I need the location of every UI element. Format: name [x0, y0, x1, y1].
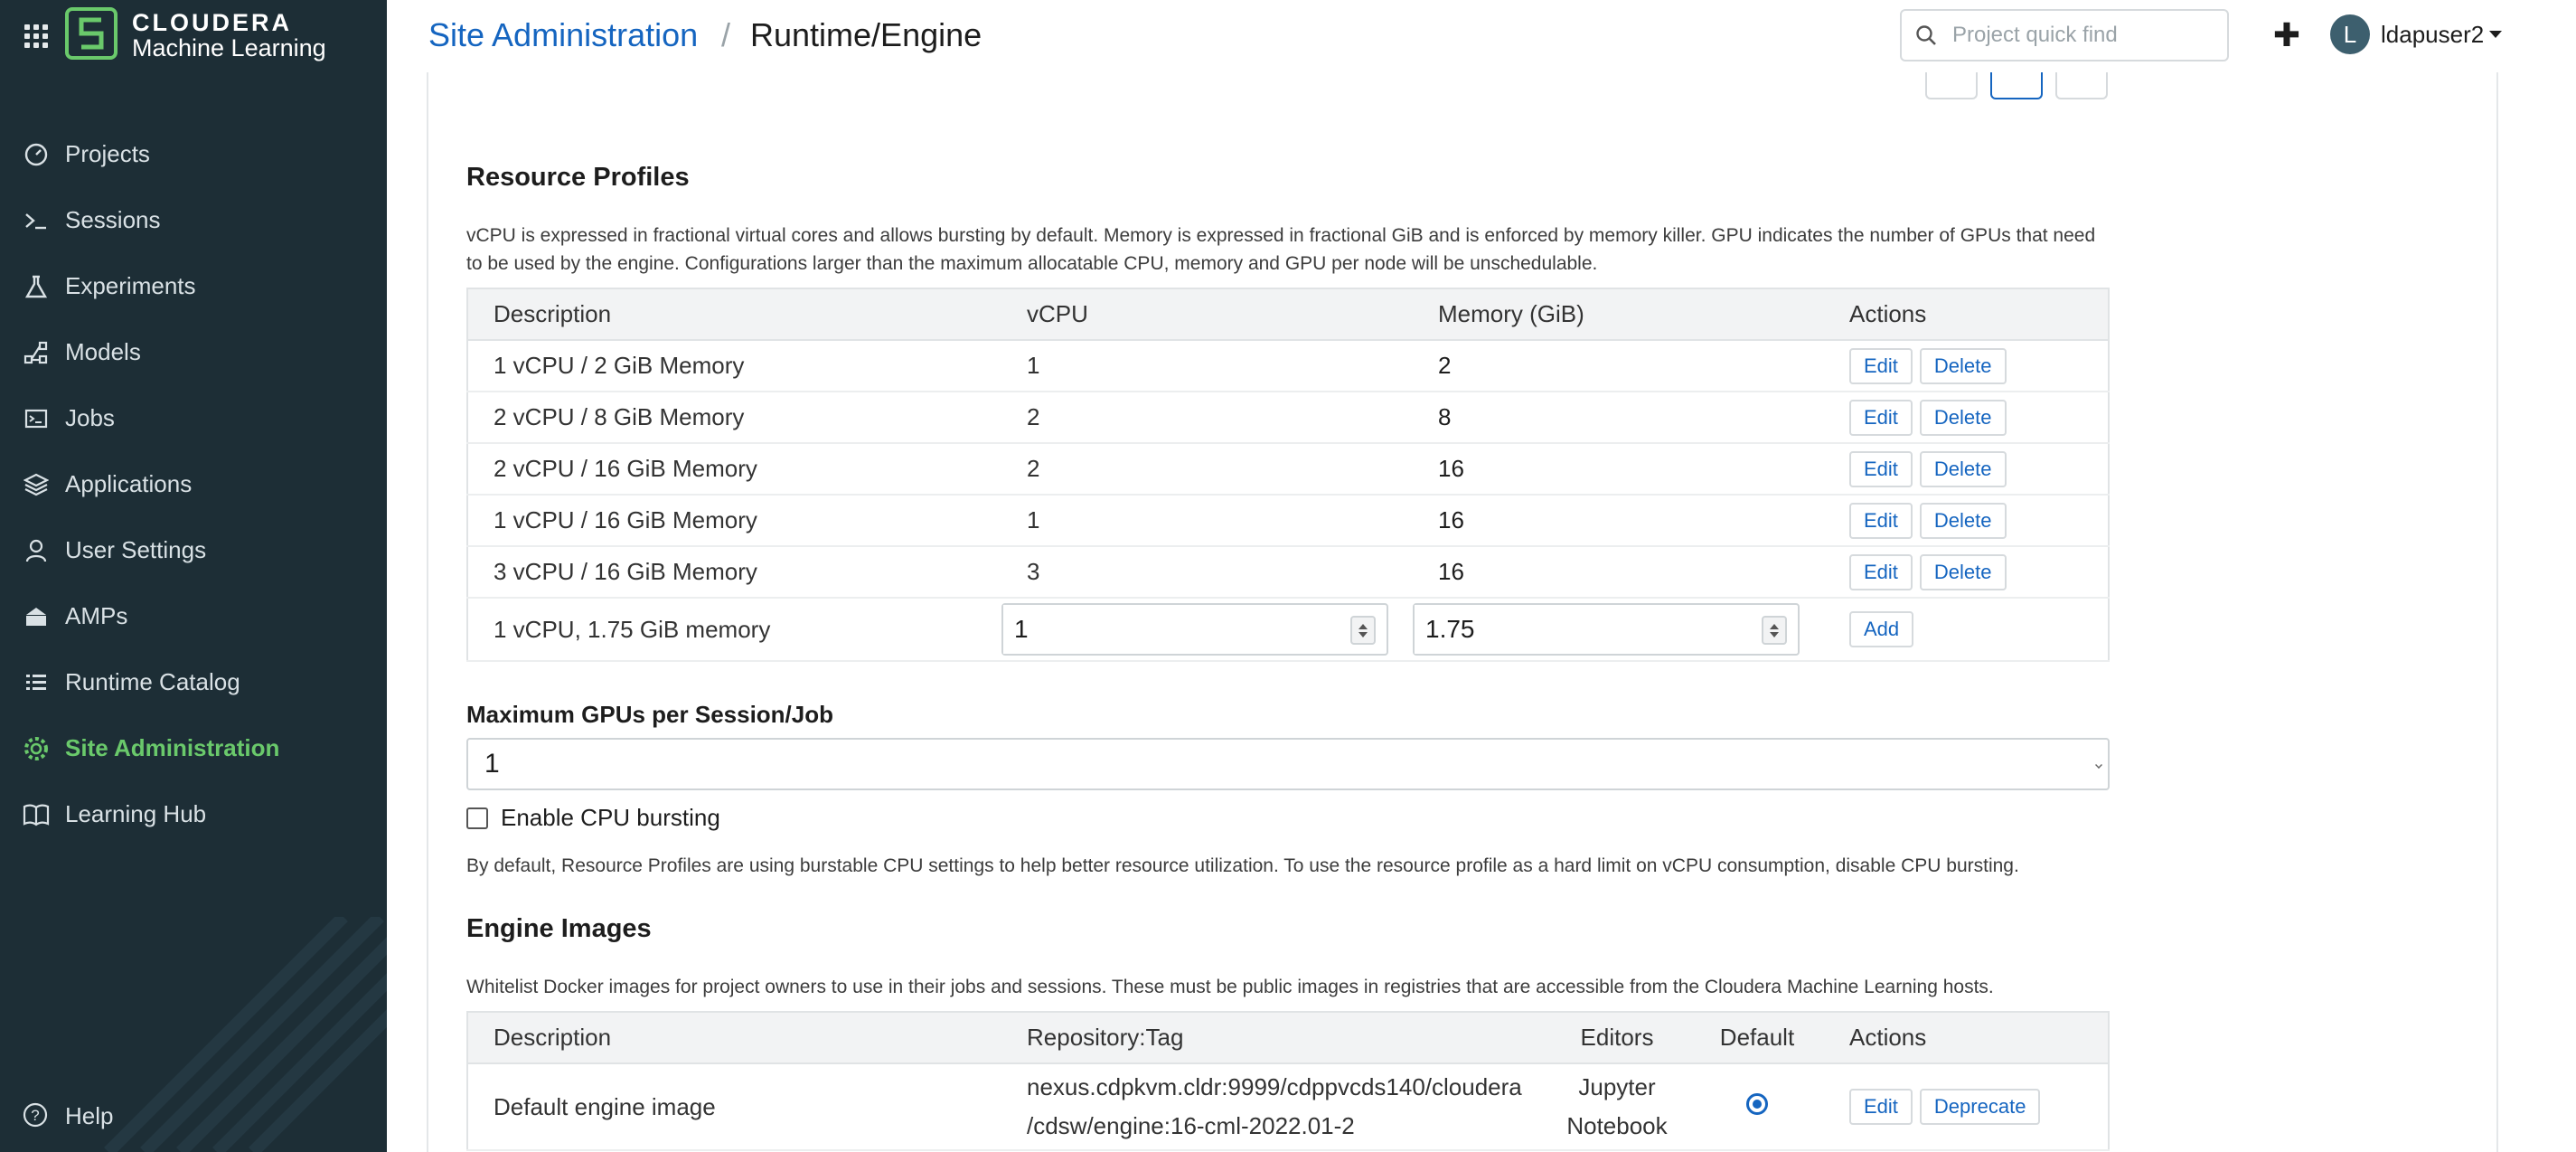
sidebar-item-label: User Settings	[65, 536, 207, 563]
column-header: Default	[1690, 1012, 1824, 1063]
pagination-page-button[interactable]	[1990, 72, 2043, 99]
help-link[interactable]	[22, 1101, 113, 1130]
sidebar-item-applications[interactable]	[0, 451, 387, 517]
max-gpus-label: Maximum GPUs per Session/Job	[466, 701, 834, 728]
profile-actions	[1824, 392, 2109, 443]
deprecate-button[interactable]: Deprecate	[1920, 1089, 2041, 1125]
table-row	[467, 546, 2109, 598]
cpu-bursting-help: By default, Resource Profiles are using burstable CPU settings to help better resource utilization. To use the resource profile as a hard limit on vCPU consumption, disable CPU bursting.	[466, 855, 2019, 876]
sidebar-item-label: AMPs	[65, 602, 128, 629]
list-icon	[22, 668, 51, 697]
help-label: Help	[65, 1101, 114, 1129]
sidebar-item-label: Models	[65, 338, 141, 365]
jobs-terminal-icon	[22, 404, 51, 433]
profile-vcpu: 1	[1001, 495, 1413, 546]
search-icon	[1914, 24, 1938, 47]
edit-button[interactable]: Edit	[1849, 451, 1913, 487]
image-description: Default engine image	[467, 1063, 1001, 1150]
page-title: Runtime/Engine	[750, 16, 982, 53]
delete-button[interactable]: Delete	[1920, 348, 2007, 384]
person-icon	[22, 536, 51, 565]
sidebar-item-runtime-catalog[interactable]	[0, 649, 387, 715]
profile-description: 2 vCPU / 8 GiB Memory	[467, 392, 1001, 443]
table-row	[467, 340, 2109, 392]
profile-actions	[1824, 340, 2109, 392]
resource-profiles-heading: Resource Profiles	[466, 163, 690, 192]
layers-icon	[22, 470, 51, 499]
memory-input[interactable]	[1415, 605, 1749, 654]
memory-stepper[interactable]	[1413, 603, 1800, 656]
sidebar-item-label: Runtime Catalog	[65, 668, 240, 695]
new-profile-vcpu-cell	[1001, 598, 1413, 661]
delete-button[interactable]: Delete	[1920, 503, 2007, 539]
sidebar-item-learning-hub[interactable]	[0, 781, 387, 847]
sidebar-nav	[0, 121, 387, 847]
user-menu[interactable]	[2330, 14, 2502, 54]
sidebar-item-label: Jobs	[65, 404, 115, 431]
sidebar-item-amps[interactable]	[0, 583, 387, 649]
search-input[interactable]	[1952, 23, 2205, 48]
column-header: Actions	[1824, 1012, 2109, 1063]
sidebar-item-projects[interactable]	[0, 121, 387, 187]
profile-memory: 16	[1413, 546, 1824, 598]
sidebar-item-label: Site Administration	[65, 734, 280, 761]
profile-vcpu: 2	[1001, 392, 1413, 443]
profile-memory: 16	[1413, 495, 1824, 546]
table-row	[467, 443, 2109, 495]
profile-actions	[1824, 495, 2109, 546]
spinner-icon[interactable]	[1762, 616, 1787, 645]
new-profile-actions	[1824, 598, 2109, 661]
cloudera-logo-icon	[65, 7, 118, 60]
profile-description: 3 vCPU / 16 GiB Memory	[467, 546, 1001, 598]
vcpu-input[interactable]	[1003, 605, 1338, 654]
gear-icon	[22, 734, 51, 763]
image-default	[1690, 1063, 1824, 1150]
new-profile-memory-cell	[1413, 598, 1824, 661]
terminal-prompt-icon	[22, 206, 51, 235]
profile-description: 1 vCPU / 2 GiB Memory	[467, 340, 1001, 392]
nodes-icon	[22, 338, 51, 367]
avatar: L	[2330, 14, 2370, 54]
gauge-icon	[22, 140, 51, 169]
edit-button[interactable]: Edit	[1849, 554, 1913, 590]
column-header: Description	[467, 288, 1001, 340]
delete-button[interactable]: Delete	[1920, 554, 2007, 590]
column-header: Memory (GiB)	[1413, 288, 1824, 340]
add-icon[interactable]: ✚	[2272, 16, 2301, 53]
chevron-down-icon	[2095, 761, 2102, 769]
brand-name: CLOUDERA	[132, 9, 292, 36]
engine-images-heading: Engine Images	[466, 914, 652, 943]
breadcrumb-parent[interactable]: Site Administration	[428, 16, 699, 53]
profile-vcpu: 1	[1001, 340, 1413, 392]
cpu-bursting-checkbox[interactable]	[466, 807, 488, 829]
profile-vcpu: 2	[1001, 443, 1413, 495]
add-profile-button[interactable]: Add	[1849, 611, 1913, 647]
profile-description: 2 vCPU / 16 GiB Memory	[467, 443, 1001, 495]
image-repository	[1001, 1063, 1544, 1150]
sidebar-item-user-settings[interactable]	[0, 517, 387, 583]
briefcase-icon	[22, 602, 51, 631]
image-actions	[1824, 1063, 2109, 1150]
sidebar-item-jobs[interactable]	[0, 385, 387, 451]
sidebar-item-label: Experiments	[65, 272, 196, 299]
new-profile-row	[467, 598, 2109, 661]
table-row	[467, 1063, 2109, 1150]
delete-button[interactable]: Delete	[1920, 451, 2007, 487]
svg-text:?: ?	[31, 1107, 40, 1124]
pagination-prev-button[interactable]	[1925, 72, 1978, 99]
table-row	[467, 392, 2109, 443]
sidebar	[0, 0, 387, 1152]
editors-line: Notebook	[1566, 1112, 1668, 1139]
profile-memory: 2	[1413, 340, 1824, 392]
top-header	[387, 0, 2576, 72]
caret-down-icon	[2489, 31, 2502, 38]
sidebar-item-experiments[interactable]	[0, 253, 387, 319]
resource-profiles-table	[466, 288, 2110, 662]
sidebar-item-models[interactable]	[0, 319, 387, 385]
sidebar-item-label: Sessions	[65, 206, 161, 233]
column-header: Repository:Tag	[1001, 1012, 1544, 1063]
spinner-icon[interactable]	[1350, 616, 1376, 645]
engine-images-description: Whitelist Docker images for project owners to use in their jobs and sessions. These must be public images in registries that are accessible from the Cloudera Machine Learning hosts.	[466, 977, 1994, 997]
column-header: Actions	[1824, 288, 2109, 340]
project-quick-find[interactable]	[1900, 9, 2229, 61]
sidebar-item-site-administration[interactable]	[0, 715, 387, 781]
help-icon	[22, 1101, 51, 1130]
sidebar-item-sessions[interactable]	[0, 187, 387, 253]
column-header: Editors	[1544, 1012, 1690, 1063]
profile-description: 1 vCPU / 16 GiB Memory	[467, 495, 1001, 546]
cpu-bursting-label: Enable CPU bursting	[501, 804, 720, 831]
engine-images-table	[466, 1011, 2110, 1151]
table-row	[467, 495, 2109, 546]
column-header: vCPU	[1001, 288, 1413, 340]
profile-memory: 16	[1413, 443, 1824, 495]
sidebar-item-label: Learning Hub	[65, 800, 207, 827]
resource-profiles-description: vCPU is expressed in fractional virtual cores and allows bursting by default. Memory is expressed in fractional GiB and is enforced by memory killer. GPU indicates the number of GPUs that need to be used by the engine. Configurations larger than the maximum allocatable CPU, memory and GPU per node will be unschedulable.	[466, 225, 2096, 274]
column-header: Description	[467, 1012, 1001, 1063]
edit-button[interactable]: Edit	[1849, 348, 1913, 384]
editors-line: Jupyter	[1578, 1073, 1656, 1100]
image-editors	[1544, 1063, 1690, 1150]
vcpu-stepper[interactable]	[1001, 603, 1388, 656]
repository-line: nexus.cdpkvm.cldr:9999/cdppvcds140/cloudera	[1027, 1073, 1522, 1100]
brand-product: Machine Learning	[132, 34, 326, 61]
default-radio[interactable]	[1746, 1093, 1768, 1115]
profile-memory: 8	[1413, 392, 1824, 443]
sidebar-item-label: Projects	[65, 140, 150, 167]
profile-actions	[1824, 546, 2109, 598]
breadcrumb-separator: /	[721, 16, 731, 53]
profile-actions	[1824, 443, 2109, 495]
edit-button[interactable]: Edit	[1849, 503, 1913, 539]
flask-icon	[22, 272, 51, 301]
new-profile-description: 1 vCPU, 1.75 GiB memory	[467, 598, 1001, 661]
repository-line: /cdsw/engine:16-cml-2022.01-2	[1027, 1112, 1355, 1139]
pagination-next-button[interactable]	[2055, 72, 2108, 99]
profile-vcpu: 3	[1001, 546, 1413, 598]
delete-button[interactable]: Delete	[1920, 400, 2007, 436]
app-switcher-icon[interactable]	[24, 24, 48, 48]
username: ldapuser2	[2381, 20, 2485, 48]
max-gpus-select[interactable]	[466, 738, 2110, 790]
max-gpus-value: 1	[484, 749, 500, 779]
cpu-bursting-toggle[interactable]	[466, 804, 720, 832]
edit-button[interactable]: Edit	[1849, 400, 1913, 436]
book-icon	[22, 800, 51, 829]
edit-button[interactable]: Edit	[1849, 1089, 1913, 1125]
sidebar-item-label: Applications	[65, 470, 193, 497]
